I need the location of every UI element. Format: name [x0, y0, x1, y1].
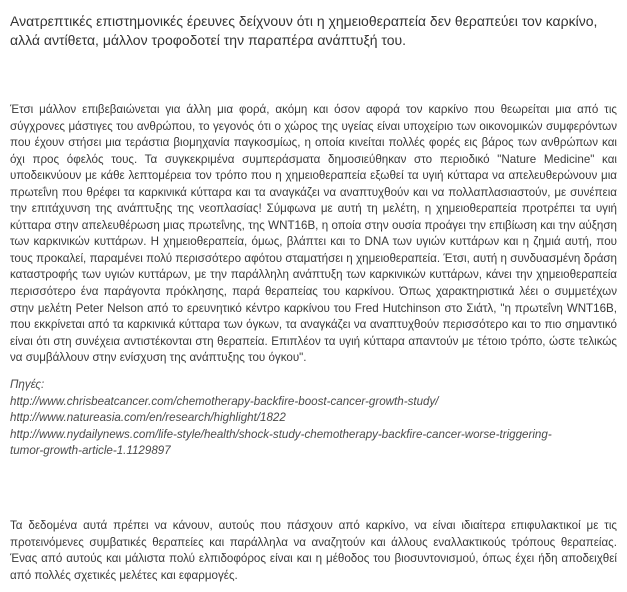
source-link[interactable]: [10, 410, 617, 427]
source-link[interactable]: [10, 427, 617, 444]
article-lead: Ανατρεπτικές επιστημονικές έρευνες δείχνουν ότι η χημειοθεραπεία δεν θεραπεύει τον καρκίνο, αλλά αντίθετα, μάλλον τροφοδοτεί την παραπέρα ανάπτυξή του.: [10, 13, 598, 48]
article-closing: Τα δεδομένα αυτά πρέπει να κάνουν, αυτούς που πάσχουν από καρκίνο, να είναι ιδιαίτερα επιφυλακτικοί με τις προτεινόμενες συμβατικές θεραπείες και παράλληλα να αναζητούν και άλλους εναλλακτικούς τρόπους θεραπείας. Ένας από αυτούς και μάλιστα πολύ ελπιδοφόρος είναι και η μέθοδος του βιοσυντονισμού, όπως έχει ήδη αποδειχθεί από πολλές σχετικές μελέτες και εφαρμογές.: [10, 519, 617, 582]
source-link-chrisbeatcancer[interactable]: http://www.chrisbeatcancer.com/chemotherapy-backfire-boost-cancer-growth-study/: [10, 394, 439, 408]
sources-block: [10, 377, 617, 460]
source-link-continuation[interactable]: [10, 443, 617, 460]
sources-heading: Πηγές:: [10, 378, 45, 391]
source-link-nydailynews-cont[interactable]: tumor-growth-article-1.1129897: [10, 444, 171, 458]
article-body: Έτσι μάλλον επιβεβαιώνεται για άλλη μια φορά, ακόμη και όσον αφορά τον καρκίνο που θεωρείται μια από τις σύγχρονες μάστιγες του ανθρώπου, το γεγονός ότι ο χώρος της υγείας είναι υποχείριο των οικονομικών συμφερόντων που έχουν στήσει μια τεράστια βιομηχανία παγκοσμίως, η οποία κινείται πολλές φορές εις βάρος των ανθρώπων και όχι προς όφελός τους. Τα συγκεκριμένα συμπεράσματα δημοσιεύθηκαν στο περιοδικό "Nature Medicine" και υποδεικνύουν με κάθε λεπτομέρεια τον τρόπο που η χημειοθεραπεία εξωθεί τα υγιή κύτταρα να απελευθερώνουν μια πρωτεΐνη που θρέφει τα καρκινικά κύτταρα και τα αναγκάζει να αναπτυχθούν και να πολλαπλασιαστούν, με συνέπεια την επιτάχυνση της ανάπτυξης της νεοπλασίας! Σύμφωνα με αυτή τη μελέτη, η χημειοθεραπεία προτρέπει τα υγιή κύτταρα στην απελευθέρωση μιας πρωτεΐνης, της WNT16B, η οποία στην ουσία προάγει την επιβίωση και την αύξηση των καρκινικών κυττάρων. Η χημειοθεραπεία, όμως, βλάπτει και το DNA των υγιών κυττάρων και η ζημιά αυτή, που τους προκαλεί, παραμένει πολύ περισσότερο αφότου σταματήσει η χημειοθεραπεία. Έτσι, αυτή η συνδυασμένη δράση καταστροφής των υγιών κυττάρων, με την παράλληλη ανάπτυξη των καρκινικών κυττάρων, κάνει την χημειοθεραπεία περισσότερο ένα παράγοντα πρόκλησης, παρά θεραπείας του καρκίνου. Όπως χαρακτηριστικά λέει ο συμμετέχων στην μελέτη Peter Nelson από το ερευνητικό κέντρο καρκίνου του Fred Hutchinson στο Σιάτλ, "η πρωτεΐνη WNT16B, που εκκρίνεται από τα καρκινικά κύτταρα των όγκων, τα αναγκάζει να αναπτυχθούν περισσότερο και το πιο σημαντικό είναι ότι στη συνέχεια αντιστέκονται στη θεραπεία. Επιπλέον τα υγιή κύτταρα απαντούν με τέτοιο τρόπο, ώστε τελικώς να συμβάλλουν στην ενίσχυση της ανάπτυξης του όγκου".: [10, 103, 617, 365]
source-link-nydailynews[interactable]: http://www.nydailynews.com/life-style/health/shock-study-chemotherapy-backfire-cancer-worse-triggering-: [10, 427, 552, 441]
source-link-natureasia[interactable]: http://www.natureasia.com/en/research/highlight/1822: [10, 411, 286, 425]
source-link[interactable]: [10, 394, 617, 411]
